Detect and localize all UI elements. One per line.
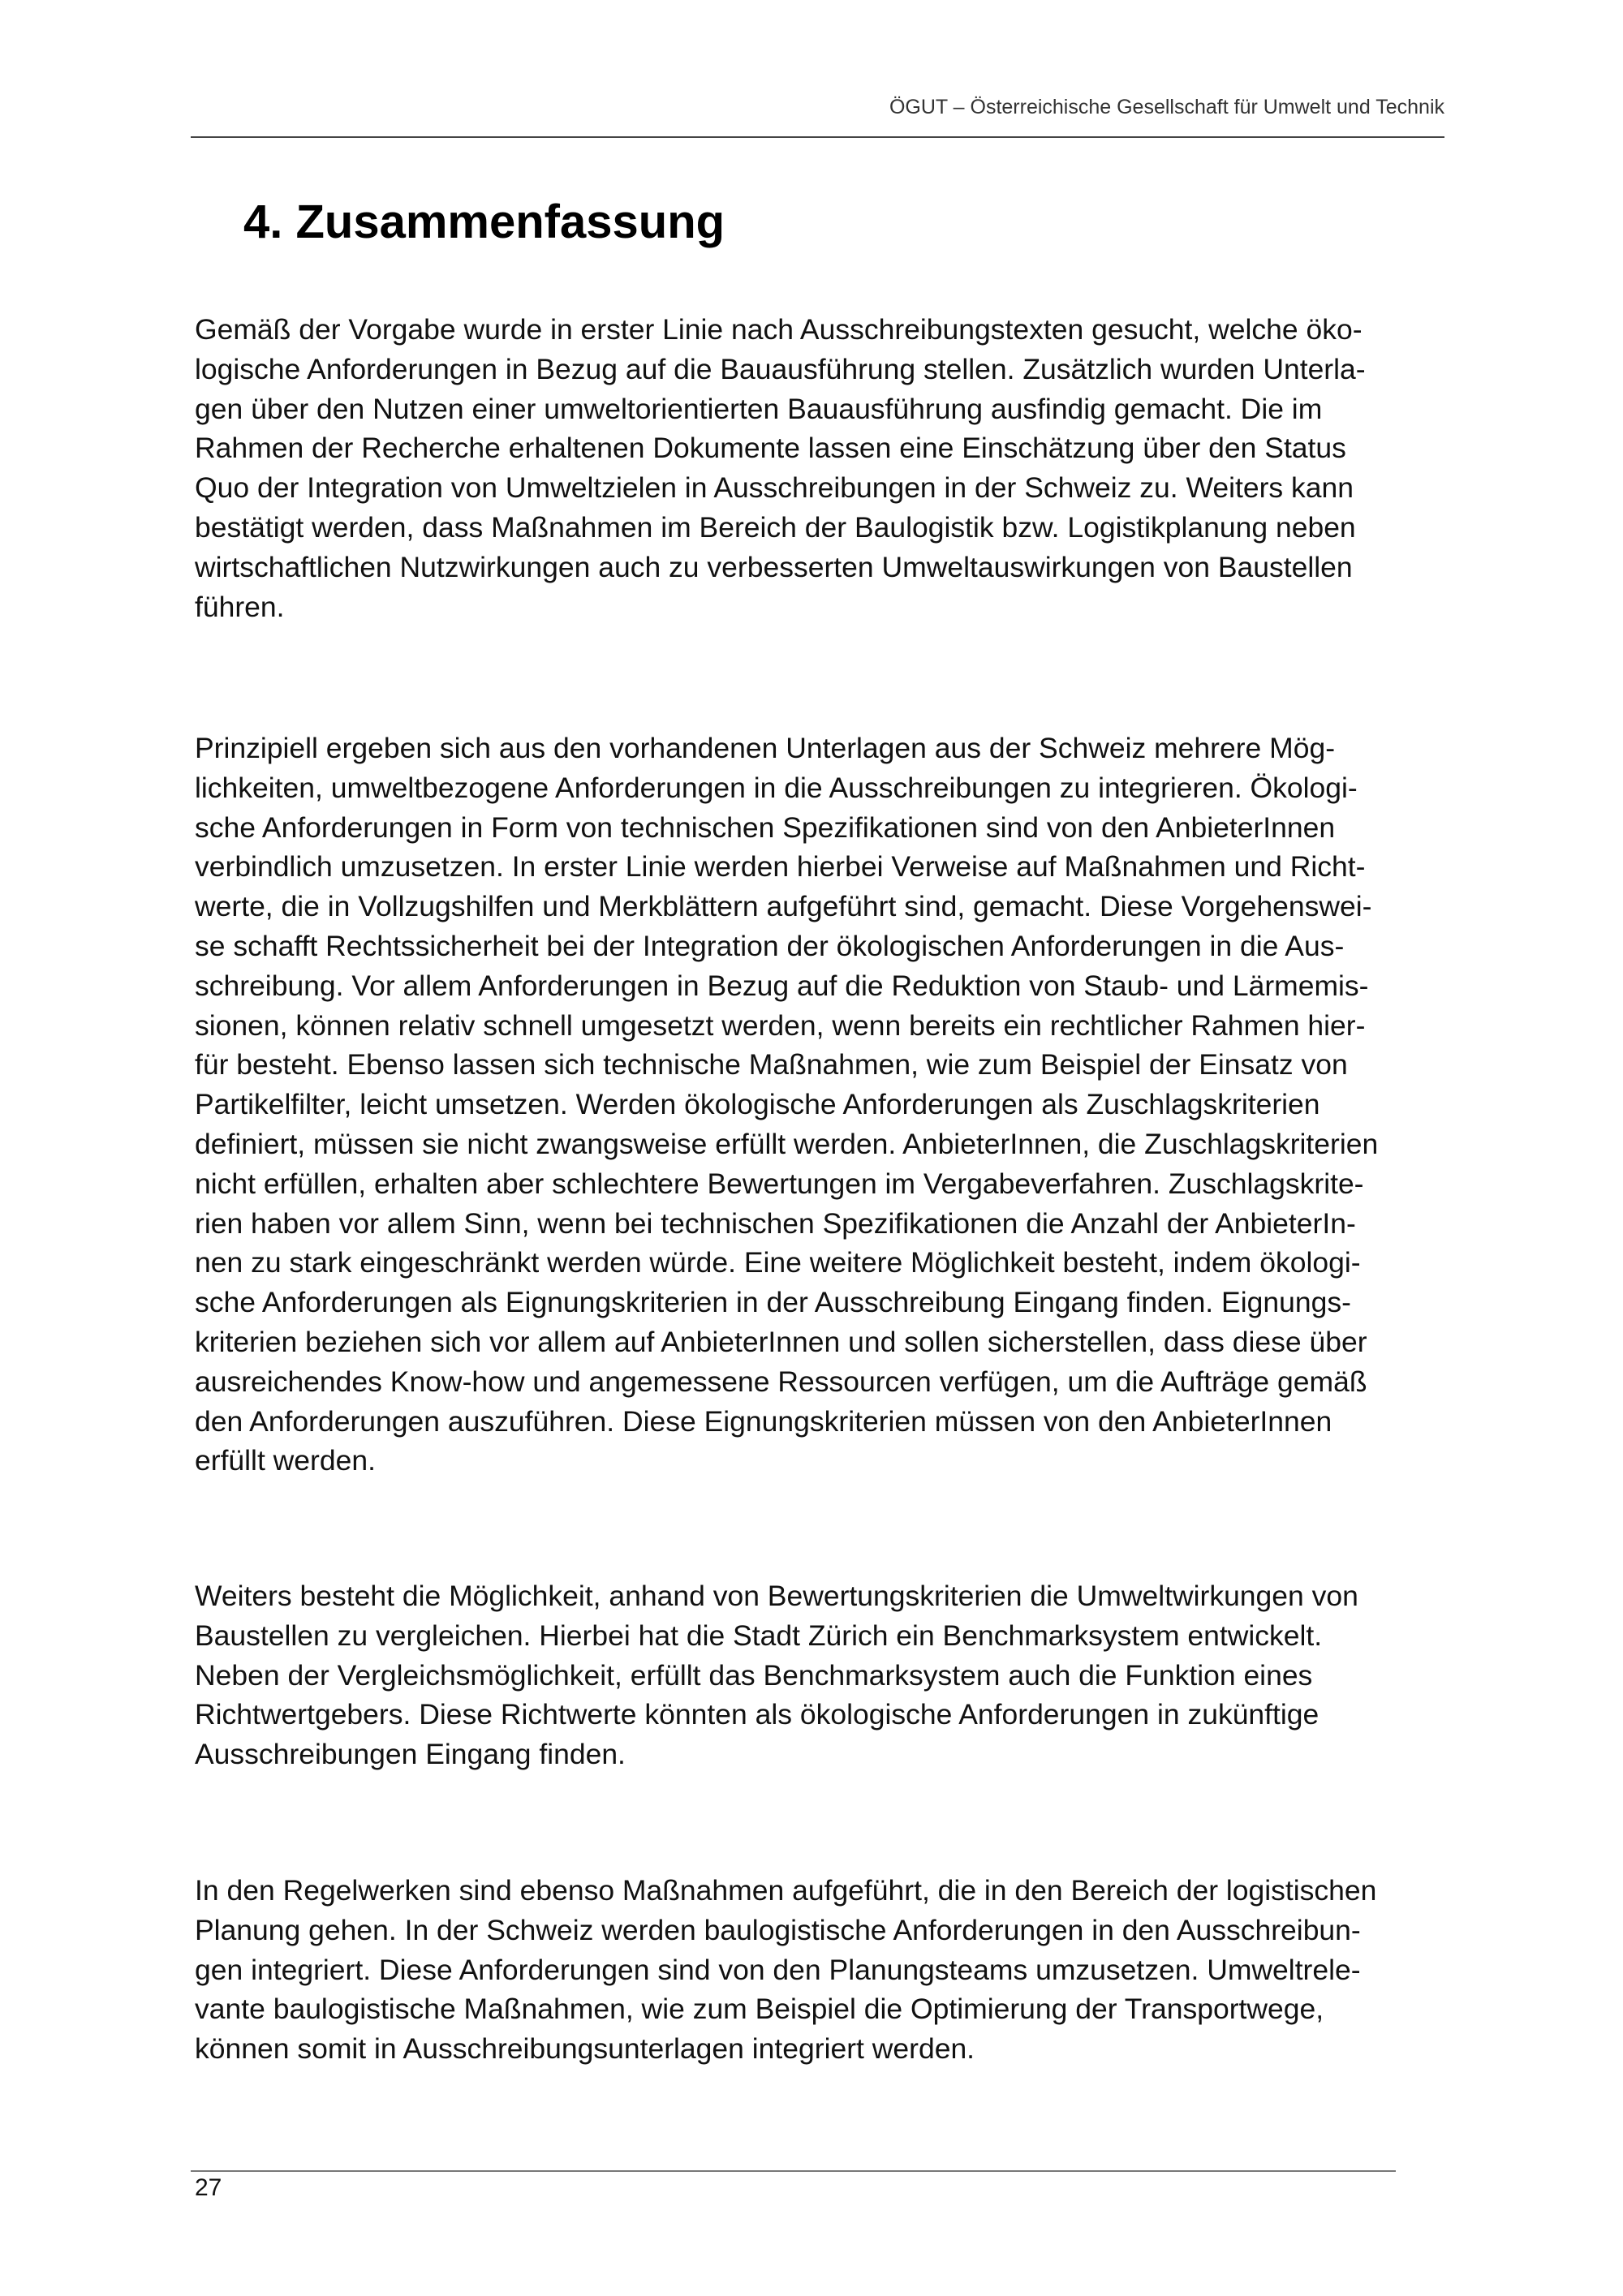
text-line: Baustellen zu vergleichen. Hierbei hat die Stadt Zürich ein Benchmarksystem entwickelt. [195,1619,1323,1652]
text-line: Gemäß der Vorgabe wurde in erster Linie nach Ausschreibungstexten gesucht, welche öko- [195,313,1363,346]
text-line: ausreichendes Know-how und angemessene Ressourcen verfügen, um die Aufträge gemäß [195,1365,1367,1398]
text-line: bestätigt werden, dass Maßnahmen im Bereich der Baulogistik bzw. Logistikplanung neben [195,510,1356,544]
paragraph-summary [195,310,1444,626]
text-line: sionen, können relativ schnell umgesetzt werden, wenn bereits ein rechtlicher Rahmen hier- [195,1008,1366,1042]
text-line: vante baulogistische Maßnahmen, wie zum Beispiel die Optimierung der Transportwege, [195,1993,1324,2026]
text-line: erfüllt werden. [195,1444,376,1477]
text-line: lichkeiten, umweltbezogene Anforderungen in die Ausschreibungen zu integrieren. Ökologi- [195,771,1358,804]
text-line: verbindlich umzusetzen. In erster Linie werden hierbei Verweise auf Maßnahmen und Richt- [195,850,1366,884]
text-line: für besteht. Ebenso lassen sich technische Maßnahmen, wie zum Beispiel der Einsatz von [195,1048,1348,1081]
text-line: schreibung. Vor allem Anforderungen in Bezug auf die Reduktion von Staub- und Lärmemis- [195,969,1369,1002]
page-header [191,96,1444,138]
text-line: Neben der Vergleichsmöglichkeit, erfüllt das Benchmarksystem auch die Funktion eines [195,1658,1313,1692]
text-line: Prinzipiell ergeben sich aus den vorhandenen Unterlagen aus der Schweiz mehrere Mög- [195,732,1336,764]
text-line: kriterien beziehen sich vor allem auf AnbieterInnen und sollen sicherstellen, dass diese über [195,1325,1367,1358]
text-line: den Anforderungen auszuführen. Diese Eignungskriterien müssen von den AnbieterInnen [195,1404,1332,1438]
text-line: können somit in Ausschreibungsunterlagen integriert werden. [195,2032,975,2066]
text-line: nen zu stark eingeschränkt werden würde. Eine weitere Möglichkeit besteht, indem ökologi- [195,1246,1361,1279]
text-line: Partikelfilter, leicht umsetzen. Werden ökologische Anforderungen als Zuschlagskriterien [195,1088,1320,1121]
footer-rule [191,2170,1396,2172]
text-line: Quo der Integration von Umweltzielen in Ausschreibungen in der Schweiz zu. Weiters kann [195,471,1354,505]
text-line: Rahmen der Recherche erhaltenen Dokumente lassen eine Einschätzung über den Status [195,432,1346,465]
text-line: Planung gehen. In der Schweiz werden baulogistische Anforderungen in den Ausschreibun- [195,1913,1361,1946]
text-line: werte, die in Vollzugshilfen und Merkblättern aufgeführt sind, gemacht. Diese Vorgehenswei- [195,890,1372,923]
text-line: se schafft Rechtssicherheit bei der Integration der ökologischen Anforderungen in die Aus- [195,929,1345,962]
text-line: Richtwertgebers. Diese Richtwerte könnten als ökologische Anforderungen in zukünftige [195,1698,1319,1731]
text-line: definiert, müssen sie nicht zwangsweise erfüllt werden. AnbieterInnen, die Zuschlagskriterien [195,1127,1379,1160]
page-number: 27 [195,2174,222,2201]
paragraph-logistics [195,1871,1444,2069]
text-line: In den Regelwerken sind ebenso Maßnahmen aufgeführt, die in den Bereich der logistischen [195,1874,1377,1907]
section-title: 4. Zusammenfassung [243,196,725,248]
paragraph-benchmark [195,1576,1444,1774]
text-line: sche Anforderungen als Eignungskriterien in der Ausschreibung Eingang finden. Eignungs- [195,1286,1351,1319]
text-line: Ausschreibungen Eingang finden. [195,1738,626,1771]
text-line: wirtschaftlichen Nutzwirkungen auch zu verbesserten Umweltauswirkungen von Baustellen [195,550,1353,583]
header-organization: ÖGUT – Österreichische Gesellschaft für Umwelt und Technik [889,96,1444,118]
text-line: logische Anforderungen in Bezug auf die Bauausführung stellen. Zusätzlich wurden Unterla- [195,352,1366,385]
text-line: nicht erfüllen, erhalten aber schlechtere Bewertungen im Vergabeverfahren. Zuschlagskrite- [195,1167,1364,1200]
text-line: Weiters besteht die Möglichkeit, anhand von Bewertungskriterien die Umweltwirkungen von [195,1580,1358,1612]
text-line: sche Anforderungen in Form von technischen Spezifikationen sind von den AnbieterInnen [195,810,1336,844]
text-line: rien haben vor allem Sinn, wenn bei technischen Spezifikationen die Anzahl der AnbieterIn- [195,1206,1356,1240]
text-line: gen über den Nutzen einer umweltorientierten Bauausführung ausfindig gemacht. Die im [195,392,1323,425]
text-line: gen integriert. Diese Anforderungen sind von den Planungsteams umzusetzen. Umweltrele- [195,1953,1361,1986]
paragraph-requirements [195,729,1444,1481]
text-line: führen. [195,590,285,623]
